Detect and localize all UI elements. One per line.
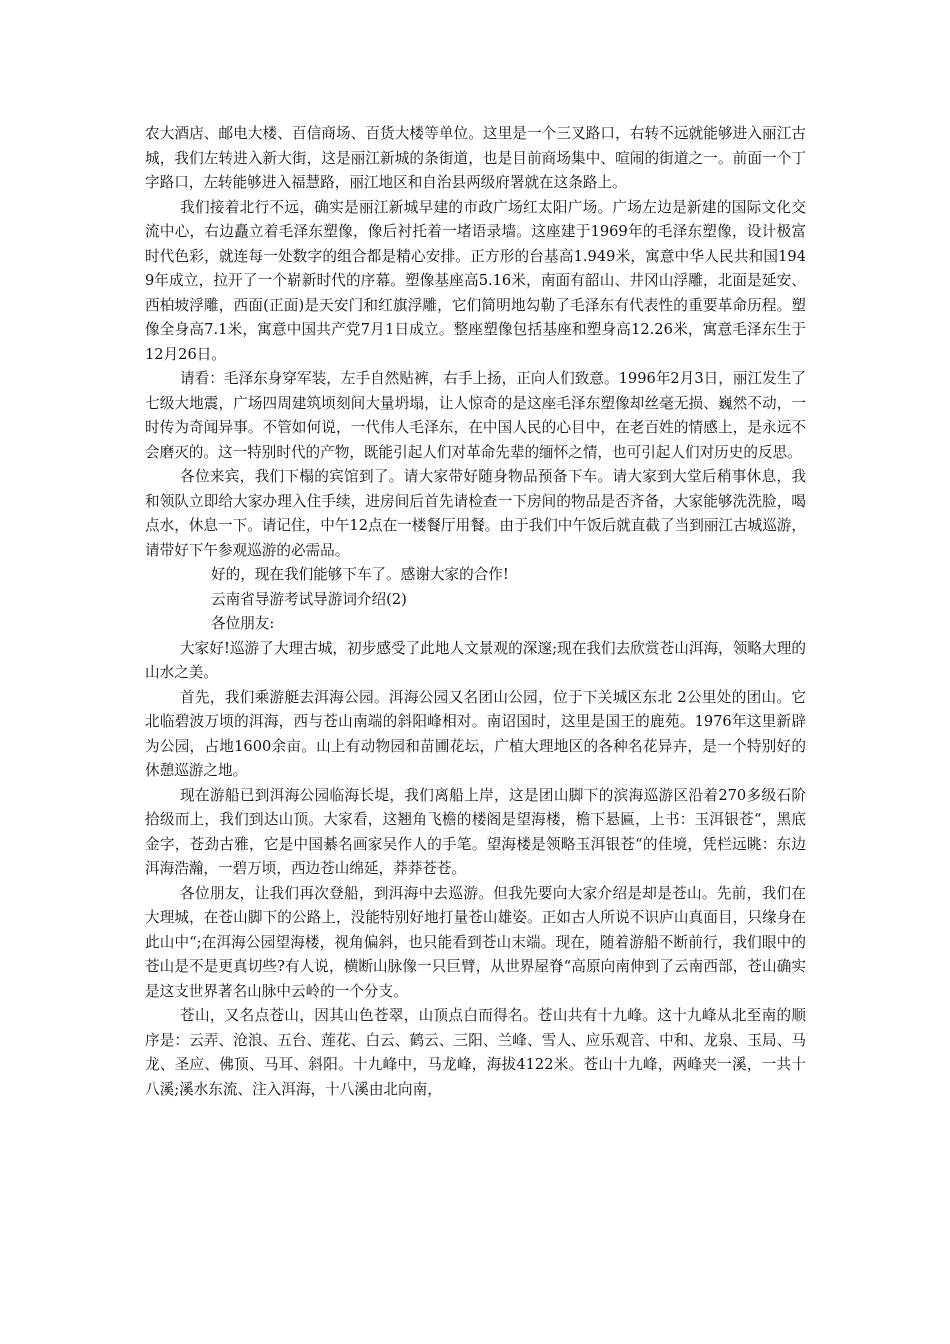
paragraph: 我们接着北行不远，确实是丽江新城早建的市政广场红太阳广场。广场左边是新建的国际文化交流中心，右边矗立着毛泽东塑像，像后衬托着一堵语录墙。这座建于1969年的毛泽东塑像，设计极富时代色彩，就连每一处数字的组合都是精心安排。正方形的台基高1.949米，寓意中华人民共和国1949年成立，拉开了一个崭新时代的序幕。塑像基座高5.16米，南面有韶山、井冈山浮雕，北面是延安、西柏坡浮雕，西面(正面)是天安门和红旗浮雕，它们简明地勾勒了毛泽东有代表性的重要革命历程。塑像全身高7.1米，寓意中国共产党7月1日成立。整座塑像包括基座和塑身高12.26米，寓意毛泽东生于12月26日。 (145, 198, 806, 363)
salutation: 各位朋友: (211, 615, 275, 632)
section-heading: 云南省导游考试导游词介绍(2) (211, 590, 407, 608)
paragraph: 苍山，又名点苍山，因其山色苍翠，山顶点白而得名。苍山共有十九峰。这十九峰从北至南的顺序是：云弄、沧浪、五台、莲花、白云、鹤云、三阳、兰峰、雪人、应乐观音、中和、龙泉、玉局、马龙、圣应、佛顶、马耳、斜阳。十九峰中，马龙峰，海拔4122米。苍山十九峰，两峰夹一溪，一共十八溪;溪水东流、注入洱海，十八溪由北向南， (145, 1007, 806, 1098)
paragraph: 农大酒店、邮电大楼、百信商场、百货大楼等单位。这里是一个三叉路口，右转不远就能够进入丽江古城，我们左转进入新大街，这是丽江新城的条街道，也是目前商场集中、喧闹的街道之一。前面一个丁字路口，左转能够进入福慧路，丽江地区和自治县两级府署就在这条路上。 (145, 125, 806, 191)
paragraph: 首先，我们乘游艇去洱海公园。洱海公园又名团山公园，位于下关城区东北 2公里处的团山。它北临碧波万顷的洱海，西与苍山南端的斜阳峰相对。南诏国时，这里是国王的鹿苑。1976年这里新辟为公园，占地1600余亩。山上有动物园和苗圃花坛，广植大理地区的各种名花异卉，是一个特别好的休憩巡游之地。 (145, 688, 806, 779)
paragraph: 各位朋友，让我们再次登船，到洱海中去巡游。但我先要向大家介绍是却是苍山。先前，我们在大理城，在苍山脚下的公路上，没能特别好地打量苍山雄姿。正如古人所说不识庐山真面目，只缘身在此山中“;在洱海公园望海楼，视角偏斜，也只能看到苍山末端。现在，随着游船不断前行，我们眼中的苍山是不是更真切些?有人说，横断山脉像一只巨臂，从世界屋脊“高原向南伸到了云南西部，苍山确实是这支世界著名山脉中云岭的一个分支。 (145, 884, 806, 1000)
document-page (145, 122, 806, 1102)
paragraph: 各位来宾，我们下榻的宾馆到了。请大家带好随身物品预备下车。请大家到大堂后稍事休息，我和领队立即给大家办理入住手续，进房间后首先请检查一下房间的物品是否齐备，大家能够洗洗脸，喝点水，休息一下。请记住，中午12点在一楼餐厅用餐。由于我们中午饭后就直截了当到丽江古城巡游，请带好下午参观巡游的必需品。 (145, 468, 806, 559)
paragraph: 请看：毛泽东身穿军装，左手自然贴裤，右手上扬，正向人们致意。1996年2月3日，丽江发生了七级大地震，广场四周建筑顷刻间大量坍塌，让人惊奇的是这座毛泽东塑像却丝毫无损、巍然不动，一时传为奇闻异事。不管如何说，一代伟人毛泽东，在中国人民的心目中，在老百姓的情感上，是永远不会磨灭的。这一特别时代的产物，既能引起人们对革命先辈的缅怀之情，也可引起人们对历史的反思。 (145, 370, 806, 461)
paragraph: 大家好!巡游了大理古城，初步感受了此地人文景观的深邃;现在我们去欣赏苍山洱海，领略大理的山水之美。 (145, 639, 806, 681)
paragraph: 现在游船已到洱海公园临海长堤，我们离船上岸，这是团山脚下的滨海巡游区沿着270多级石阶拾级而上，我们到达山顶。大家看，这翘角飞檐的楼阁是望海楼，檐下悬匾，上书：玉洱银苍“，黑底金字，苍劲古雅，它是中国綦名画家吴作人的手笔。望海楼是领略玉洱银苍“的佳境，凭栏远眺：东边洱海浩瀚，一碧万顷，西边苍山绵延，莽莽苍苍。 (145, 786, 806, 877)
paragraph: 好的，现在我们能够下车了。感谢大家的合作! (211, 566, 509, 583)
